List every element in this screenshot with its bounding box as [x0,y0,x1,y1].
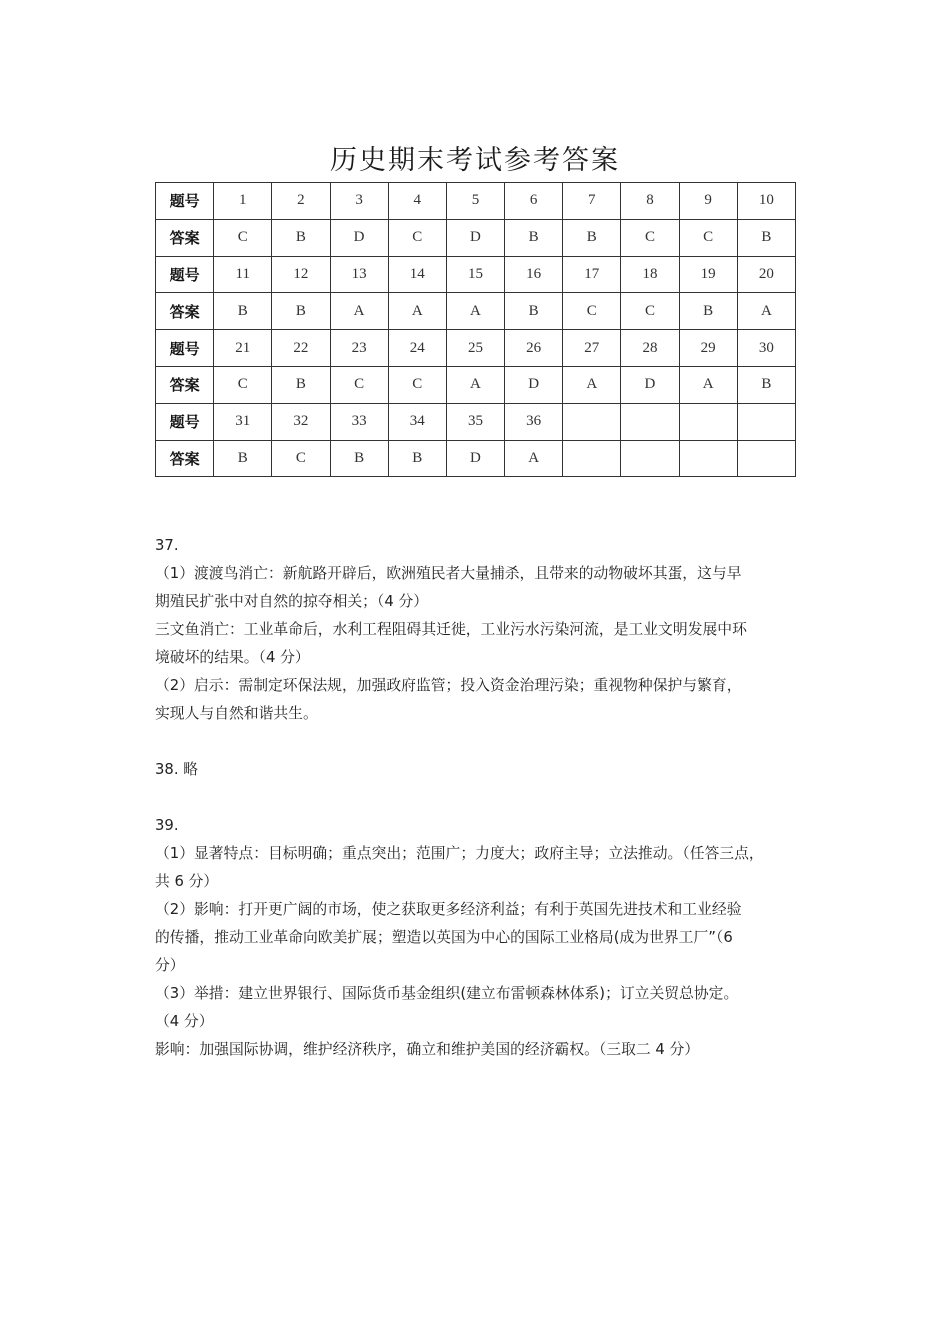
question-number-cell: 1 [214,183,272,220]
question-number-cell: 31 [214,403,272,440]
question-37-line: 三文鱼消亡：工业革命后，水利工程阻碍其迁徙，工业污水污染河流，是工业文明发展中环 [155,621,747,638]
question-number-cell: 8 [621,183,679,220]
answer-cell: D [505,366,563,403]
question-number-cell: 26 [505,330,563,367]
answer-cell: C [272,440,330,477]
answer-cell: B [272,219,330,256]
row-label: 题号 [156,403,214,440]
answer-cell: A [505,440,563,477]
question-number-cell: 22 [272,330,330,367]
question-number-cell [679,403,737,440]
answer-cell: B [505,219,563,256]
question-number-cell: 19 [679,256,737,293]
answer-row [156,366,796,403]
question-number-cell: 14 [388,256,446,293]
answer-row [156,293,796,330]
question-number-cell: 16 [505,256,563,293]
question-number-row [156,183,796,220]
answer-cell [679,440,737,477]
answer-cell: C [330,366,388,403]
answer-cell [563,440,621,477]
question-number-cell: 5 [446,183,504,220]
spacer [155,784,805,812]
answer-cell: C [679,219,737,256]
question-number-cell: 28 [621,330,679,367]
answer-cell: A [330,293,388,330]
question-number-cell: 17 [563,256,621,293]
question-number-cell: 20 [737,256,795,293]
answer-cell: B [214,440,272,477]
question-37-line: 境破坏的结果。（4 分） [155,649,310,666]
question-number-cell: 12 [272,256,330,293]
answer-cell: B [679,293,737,330]
question-number-cell: 11 [214,256,272,293]
question-37-line: 期殖民扩张中对自然的掠夺相关；（4 分） [155,593,429,610]
spacer [155,728,805,756]
answer-section [155,532,805,1064]
question-number-cell: 7 [563,183,621,220]
question-number-row [156,330,796,367]
question-37-line: （2）启示：需制定环保法规，加强政府监管；投入资金治理污染；重视物种保护与繁育， [155,677,742,694]
question-number-cell [621,403,679,440]
question-39-line: （2）影响：打开更广阔的市场，使之获取更多经济利益；有利于英国先进技术和工业经验 [155,901,742,918]
answer-table [155,182,796,477]
question-37-line: （1）渡渡鸟消亡：新航路开辟后，欧洲殖民者大量捕杀，且带来的动物破坏其蛋，这与早 [155,565,742,582]
row-label: 题号 [156,256,214,293]
answer-cell: B [272,293,330,330]
row-label: 题号 [156,330,214,367]
answer-cell: B [505,293,563,330]
question-39-line: （1）显著特点：目标明确；重点突出；范围广；力度大；政府主导；立法推动。（任答三点， [155,845,764,862]
answer-cell: B [214,293,272,330]
question-37-line: 实现人与自然和谐共生。 [155,705,318,722]
question-39-line: （4 分） [155,1013,214,1030]
answer-cell: A [679,366,737,403]
row-label: 答案 [156,219,214,256]
question-39-number: 39. [155,817,179,834]
question-number-cell: 34 [388,403,446,440]
answer-cell: A [446,293,504,330]
answer-cell: C [621,293,679,330]
answer-cell: D [330,219,388,256]
answer-cell [737,440,795,477]
question-number-cell: 21 [214,330,272,367]
question-number-cell: 29 [679,330,737,367]
answer-cell: C [621,219,679,256]
question-number-cell [563,403,621,440]
answer-cell: D [621,366,679,403]
question-number-cell: 32 [272,403,330,440]
question-39-line: 的传播，推动工业革命向欧美扩展；塑造以英国为中心的国际工业格局(成为世界工厂”（6 [155,929,733,946]
answer-cell: A [388,293,446,330]
question-38-answer: 38. 略 [155,761,199,778]
answer-cell: C [214,219,272,256]
question-number-cell: 25 [446,330,504,367]
question-number-cell: 30 [737,330,795,367]
row-label: 答案 [156,440,214,477]
question-37-number: 37. [155,537,179,554]
answer-row [156,219,796,256]
question-number-cell: 2 [272,183,330,220]
question-number-cell: 18 [621,256,679,293]
row-label: 答案 [156,293,214,330]
answer-cell [621,440,679,477]
question-number-cell [737,403,795,440]
answer-cell: B [737,366,795,403]
question-number-cell: 13 [330,256,388,293]
answer-cell: B [272,366,330,403]
answer-table-body [156,183,796,477]
question-number-cell: 10 [737,183,795,220]
question-number-cell: 33 [330,403,388,440]
answer-cell: C [214,366,272,403]
question-39-line: 分） [155,957,185,974]
answer-cell: C [388,366,446,403]
question-number-row [156,256,796,293]
question-number-cell: 24 [388,330,446,367]
question-number-cell: 27 [563,330,621,367]
answer-row [156,440,796,477]
answer-cell: A [446,366,504,403]
question-number-cell: 23 [330,330,388,367]
row-label: 答案 [156,366,214,403]
answer-cell: C [563,293,621,330]
answer-cell: A [737,293,795,330]
question-39-line: 影响：加强国际协调，维护经济秩序，确立和维护美国的经济霸权。（三取二 4 分） [155,1041,700,1058]
row-label: 题号 [156,183,214,220]
question-number-cell: 35 [446,403,504,440]
answer-cell: B [388,440,446,477]
answer-cell: D [446,219,504,256]
question-number-cell: 6 [505,183,563,220]
answer-cell: A [563,366,621,403]
answer-cell: C [388,219,446,256]
question-39-line: 共 6 分） [155,873,219,890]
answer-cell: B [563,219,621,256]
answer-cell: D [446,440,504,477]
page-title: 历史期末考试参考答案 [330,145,620,176]
question-number-cell: 9 [679,183,737,220]
question-number-cell: 3 [330,183,388,220]
answer-cell: B [737,219,795,256]
question-number-cell: 4 [388,183,446,220]
question-number-cell: 36 [505,403,563,440]
question-number-row [156,403,796,440]
question-39-line: （3）举措：建立世界银行、国际货币基金组织(建立布雷顿森林体系)；订立关贸总协定。 [155,985,739,1002]
answer-cell: B [330,440,388,477]
question-number-cell: 15 [446,256,504,293]
